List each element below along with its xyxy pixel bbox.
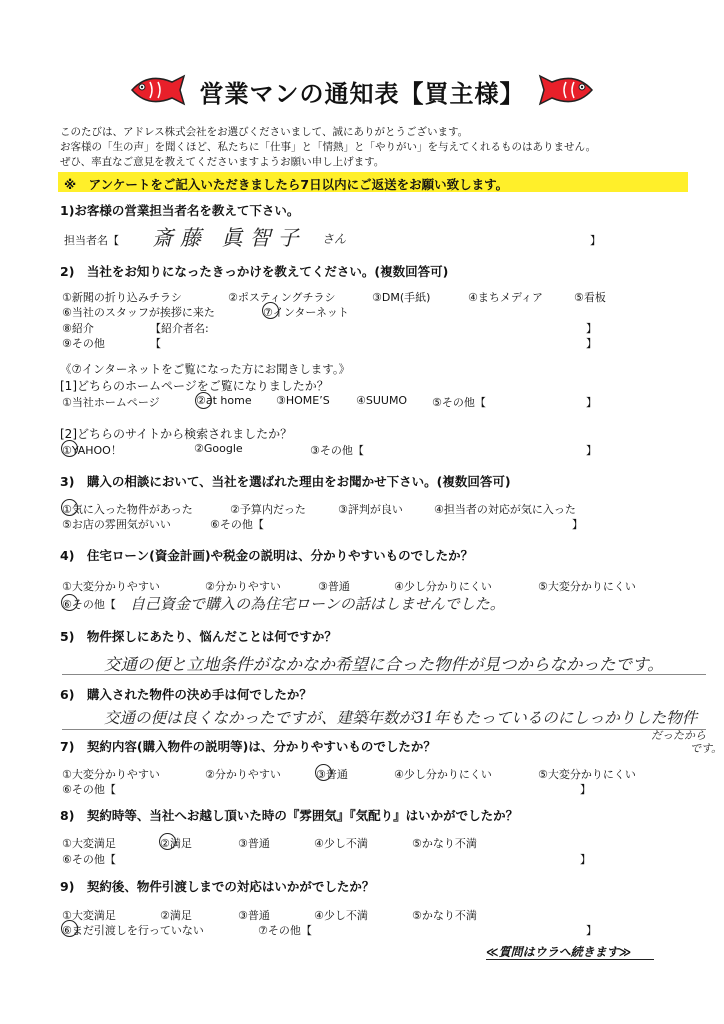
q1-honorific: さん: [322, 232, 347, 246]
q6-answer[interactable]: 交通の便は良くなかったですが、建築年数が31年もたっているのにしっかりした物件: [104, 709, 698, 727]
q2-option-7[interactable]: ⑦インターネット: [263, 306, 349, 319]
q8-option-2[interactable]: ②満足: [160, 837, 192, 850]
q6-question: 6) 購入された物件の決め手は何でしたか？: [60, 687, 312, 702]
q4-option-6[interactable]: ⑥その他【: [62, 598, 116, 611]
q2-option-3[interactable]: ③DM(手紙): [372, 291, 431, 304]
q2-option-2[interactable]: ②ポスティングチラシ: [228, 291, 336, 304]
q9-option-1[interactable]: ①大変満足: [62, 909, 116, 922]
q5-answer-line: [62, 674, 706, 675]
q2-option-9[interactable]: ⑨その他: [62, 337, 105, 350]
q9-other-close: 】: [586, 924, 597, 937]
q7-option-4[interactable]: ④少し分かりにくい: [394, 768, 492, 781]
q9-option-6-selected-mark: [61, 920, 78, 937]
q7-question: 7) 契約内容(購入物件の説明等)は、分かりやすいものでしたか？: [60, 739, 436, 754]
sub2-question: [2]どちらのサイトから検索されましたか？: [60, 427, 293, 441]
q5-answer[interactable]: 交通の便と立地条件がなかなか希望に合った物件が見つからなかったです。: [104, 655, 664, 674]
q2-other-open: 【: [150, 337, 161, 350]
return-notice-text: ※ アンケートをご記入いただきましたら7日以内にご返送をお願い致します。: [64, 177, 509, 192]
sub2-option-3[interactable]: ③その他【: [310, 444, 364, 457]
q8-option-6[interactable]: ⑥その他【: [62, 853, 116, 866]
q7-option-6[interactable]: ⑥その他【: [62, 783, 116, 796]
q9-option-6[interactable]: ⑥まだ引渡しを行っていない: [62, 924, 204, 937]
q4-option-2[interactable]: ②分かりやすい: [205, 580, 281, 593]
sub2-option-1-selected-mark: [61, 440, 78, 457]
q3-option-6[interactable]: ⑥その他【: [210, 518, 264, 531]
q2-option-6[interactable]: ⑥当社のスタッフが挨拶に来た: [62, 306, 215, 319]
q8-option-4[interactable]: ④少し不満: [314, 837, 368, 850]
q8-option-1[interactable]: ①大変満足: [62, 837, 116, 850]
return-notice: [58, 172, 688, 192]
q7-other-close: 】: [580, 783, 591, 796]
q8-other-close: 】: [580, 853, 591, 866]
q6-answer-cont-1: だったから: [651, 729, 706, 742]
q2-referrer-label: 【紹介者名:: [150, 322, 209, 335]
q7-option-1[interactable]: ①大変分かりやすい: [62, 768, 160, 781]
q1-answer-salesperson[interactable]: 斎藤 眞智子: [152, 226, 306, 250]
q6-answer-line: [62, 729, 706, 730]
q3-option-1-selected-mark: [61, 499, 78, 516]
q5-question: 5) 物件探しにあたり、悩んだことは何ですか？: [60, 629, 337, 644]
q8-option-5[interactable]: ⑤かなり不満: [412, 837, 477, 850]
footer-underline: [486, 959, 654, 960]
sub2-option-2[interactable]: ②Google: [194, 442, 243, 455]
q7-option-2[interactable]: ②分かりやすい: [205, 768, 281, 781]
q6-answer-cont-2: です。: [690, 742, 723, 755]
q4-option-5[interactable]: ⑤大変分かりにくい: [538, 580, 636, 593]
q2-option-7-selected-mark: [262, 302, 279, 319]
sub1-option-1[interactable]: ①当社ホームページ: [62, 396, 160, 409]
q4-question: 4) 住宅ローン(資金計画)や税金の説明は、分かりやすいものでしたか？: [60, 548, 474, 563]
q2-referrer-close: 】: [586, 322, 597, 335]
sub1-option-5[interactable]: ⑤その他【: [432, 396, 486, 409]
q4-option-3[interactable]: ③普通: [318, 580, 350, 593]
q8-option-2-selected-mark: [159, 833, 176, 850]
q2-option-4[interactable]: ④まちメディア: [468, 291, 543, 304]
sub2-other-close: 】: [586, 444, 597, 457]
q4-answer[interactable]: 自己資金で購入の為住宅ローンの話はしませんでした。: [130, 595, 505, 613]
q3-option-2[interactable]: ②予算内だった: [230, 503, 306, 516]
q1-label: 担当者名【: [64, 234, 119, 247]
q7-option-3-selected-mark: [315, 764, 332, 781]
q3-option-4[interactable]: ④担当者の対応が気に入った: [434, 503, 576, 516]
q8-option-3[interactable]: ③普通: [238, 837, 270, 850]
q3-option-5[interactable]: ⑤お店の雰囲気がいい: [62, 518, 171, 531]
q9-option-2[interactable]: ②満足: [160, 909, 192, 922]
sub2-option-1[interactable]: ①YAHOO！: [62, 444, 122, 457]
q7-option-5[interactable]: ⑤大変分かりにくい: [538, 768, 636, 781]
q2-other-close: 】: [586, 337, 597, 350]
sub1-option-4[interactable]: ④SUUMO: [356, 394, 408, 407]
q1-question: 1)お客様の営業担当者名を教えて下さい。: [60, 203, 300, 218]
page-title: 営業マンの通知表【買主様】: [199, 80, 525, 108]
q4-option-4[interactable]: ④少し分かりにくい: [394, 580, 492, 593]
intro-line-1: このたびは、アドレス株式会社をお選びくださいまして、誠にありがとうございます。: [60, 126, 469, 138]
q2-option-1[interactable]: ①新聞の折り込みチラシ: [62, 291, 182, 304]
sub1-option-2-selected-mark: [195, 392, 212, 409]
sub1-option-3[interactable]: ③HOME’S: [276, 394, 330, 407]
q2-option-5[interactable]: ⑤看板: [574, 291, 606, 304]
q9-question: 9) 契約後、物件引渡しまでの対応はいかがでしたか？: [60, 879, 375, 894]
sub1-option-2[interactable]: ②at home: [196, 394, 252, 407]
sub1-other-close: 】: [586, 396, 597, 409]
q9-option-4[interactable]: ④少し不満: [314, 909, 368, 922]
q2-question: 2) 当社をお知りになったきっかけを教えてください。(複数回答可): [60, 264, 449, 279]
sub-header: 《⑦インターネットをご覧になった方にお聞きします。》: [60, 362, 351, 376]
q3-option-1[interactable]: ①気に入った物件があった: [62, 503, 193, 516]
q8-question: 8) 契約時等、当社へお越し頂いた時の『雰囲気』『気配り』はいかがでしたか？: [60, 808, 519, 823]
continue-on-back-note: ≪質問はウラへ続きます≫: [486, 945, 632, 959]
q9-option-7[interactable]: ⑦その他【: [258, 924, 312, 937]
sub1-question: [1]どちらのホームページをご覧になりましたか？: [60, 379, 329, 393]
q9-option-5[interactable]: ⑤かなり不満: [412, 909, 477, 922]
q4-option-6-selected-mark: [61, 594, 78, 611]
q4-option-1[interactable]: ①大変分かりやすい: [62, 580, 160, 593]
q7-option-3[interactable]: ③普通: [316, 768, 348, 781]
q3-question: 3) 購入の相談において、当社を選ばれた理由をお聞かせ下さい。(複数回答可): [60, 474, 511, 489]
intro-line-3: ぜひ、率直なご意見を教えてくださいますようお願い申し上げます。: [60, 156, 385, 168]
q3-other-close: 】: [572, 518, 583, 531]
q1-close: 】: [590, 234, 601, 247]
intro-line-2: お客様の「生の声」を聞くほど、私たちに「仕事」と「情熱」と「やりがい」を与えてくれるものはありません。: [60, 141, 597, 153]
q9-option-3[interactable]: ③普通: [238, 909, 270, 922]
q3-option-3[interactable]: ③評判が良い: [338, 503, 403, 516]
q2-option-8[interactable]: ⑧紹介: [62, 322, 94, 335]
